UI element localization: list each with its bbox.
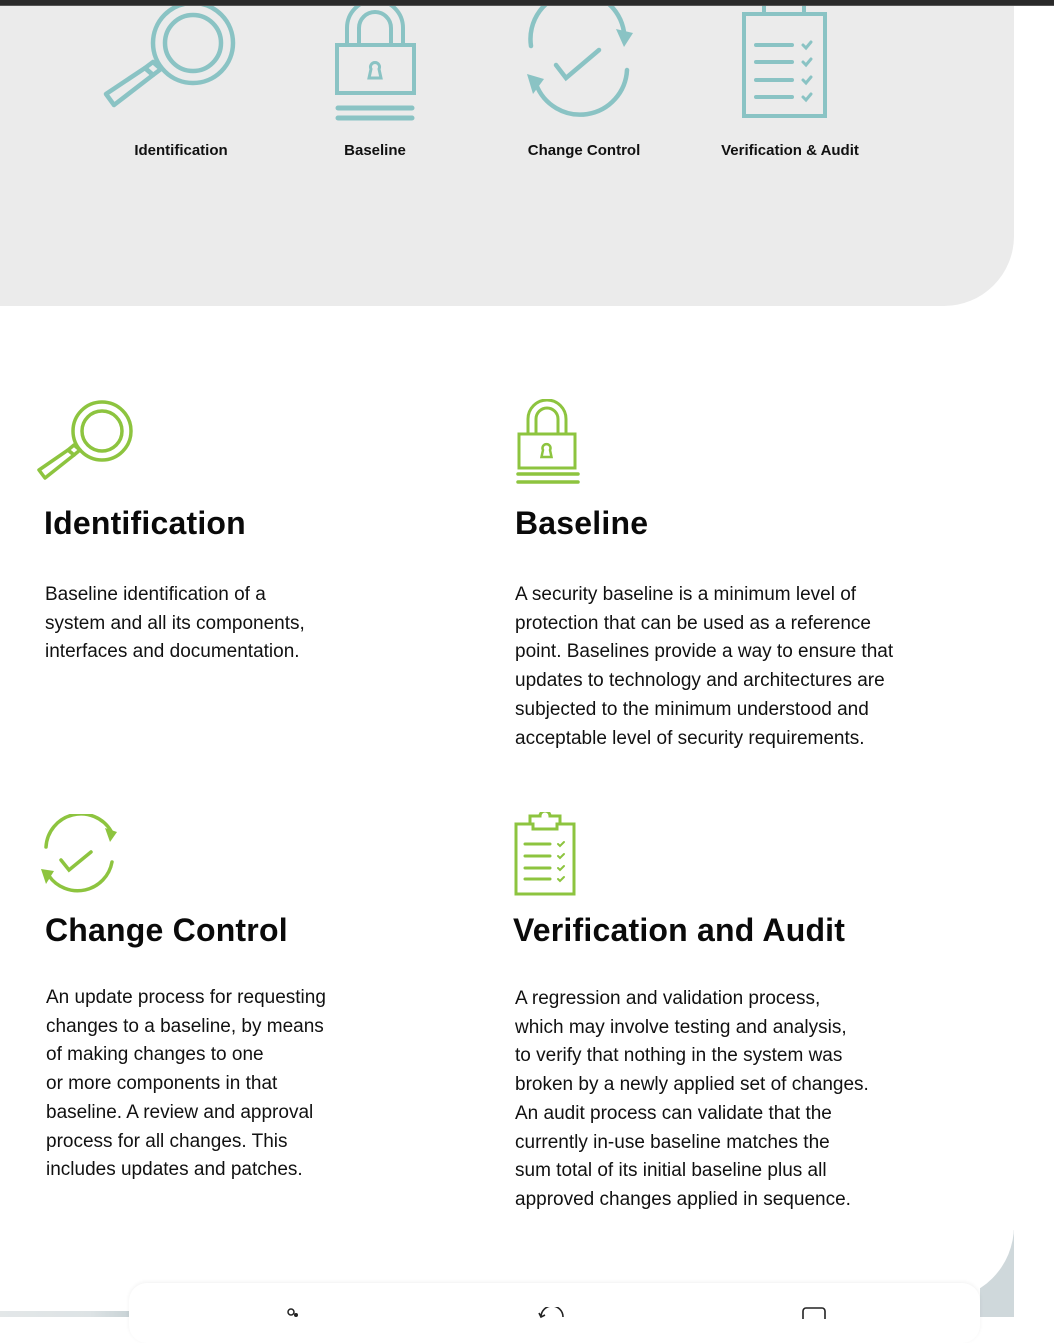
section-title: Verification and Audit: [513, 912, 846, 948]
clipboard-checklist-icon: [513, 812, 579, 898]
person-icon[interactable]: [285, 1307, 305, 1319]
section-title: Baseline: [515, 505, 649, 541]
hero-label: Identification: [134, 142, 228, 159]
hero-label: Change Control: [527, 142, 641, 159]
clipboard-checklist-icon: [690, 6, 890, 126]
section-title: Identification: [44, 505, 246, 541]
section-body: A security baseline is a minimum level of protection that can be used as a reference point. Baselines provide a way to ensure that updates to technology and architectures are subjected to the minimum understood and acceptable level of security requirements.: [515, 584, 894, 749]
refresh-check-icon: [484, 6, 684, 126]
refresh-check-icon: [39, 814, 119, 896]
section-baseline: [515, 395, 975, 765]
hero-label: Verification & Audit: [721, 142, 859, 159]
section-change-control: [45, 812, 465, 1192]
section-body: A regression and validation process, which may involve testing and analysis, to verify that nothing in the system was broken by a newly applied set of changes. An audit process can validate that the currently in-use baseline matches the sum total of its initial baseline plus all approved changes applied in sequence.: [515, 988, 869, 1210]
hero-label: Baseline: [344, 142, 406, 159]
magnifier-icon: [81, 6, 281, 126]
section-body: An update process for requesting changes to a baseline, by means of making changes to one or more components in that baseline. A review and approval process for all changes. This includes updates and patches.: [46, 987, 326, 1181]
padlock-icon: [515, 399, 581, 485]
decorative-curve: [980, 1230, 1014, 1317]
decorative-strip: [0, 1311, 129, 1317]
bookmark-icon[interactable]: [801, 1307, 827, 1319]
bottom-navigation-card: [129, 1283, 980, 1343]
section-identification: [44, 395, 464, 685]
history-icon[interactable]: [537, 1307, 567, 1319]
magnifier-icon: [36, 397, 136, 482]
padlock-icon: [275, 6, 475, 126]
hero-panel: [0, 6, 1014, 306]
section-verification-audit: [513, 812, 983, 1222]
section-body: Baseline identification of a system and all its components, interfaces and documentation.: [45, 584, 305, 663]
section-title: Change Control: [45, 912, 288, 948]
